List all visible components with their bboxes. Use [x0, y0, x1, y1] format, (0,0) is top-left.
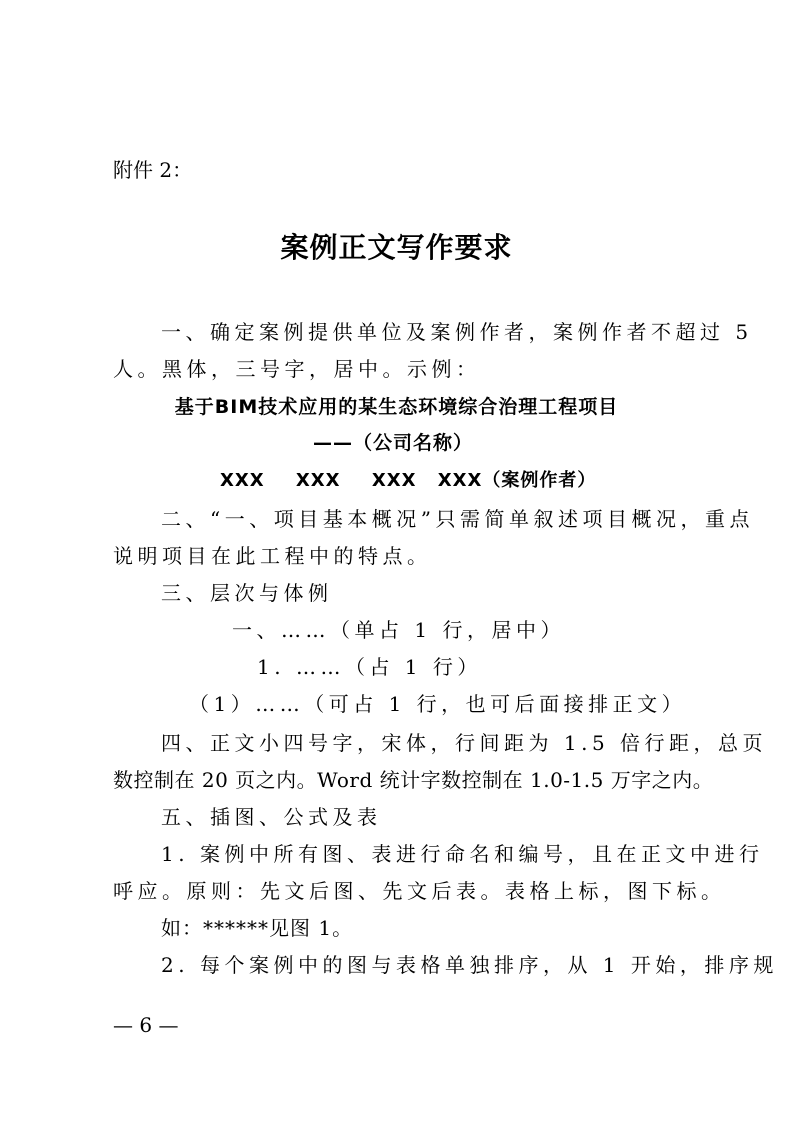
example-author-1: XXX [220, 470, 265, 491]
paragraph-5-example: 如：******见图 1。 [161, 916, 354, 940]
attachment-label: 附件 2： [113, 158, 193, 182]
example-author-3: XXX [371, 470, 417, 491]
paragraph-4-line-2: 数控制在 20 页之内。Word 统计字数控制在 1.0-1.5 万字之内。 [113, 768, 714, 792]
paragraph-4-line-1: 四、正文小四号字，宋体，行间距为 1.5 倍行距，总页 [161, 731, 768, 755]
paragraph-2-line-2: 说明项目在此工程中的特点。 [113, 544, 432, 568]
example-authors [220, 467, 596, 495]
example-author-4: XXX（案例作者） [437, 470, 597, 491]
level-1-example: 一、……（单占 1 行，居中） [232, 618, 565, 642]
example-company-name: ——（公司名称） [313, 432, 474, 454]
paragraph-5-1-line-2: 呼应。原则：先文后图、先文后表。表格上标，图下标。 [113, 879, 726, 903]
paragraph-5-1-line-1: 1. 案例中所有图、表进行命名和编号，且在正文中进行 [161, 842, 764, 866]
level-2-example: 1. ……（占 1 行） [257, 655, 482, 679]
paragraph-5: 五、插图、公式及表 [161, 805, 382, 829]
paragraph-1-line-1: 一、确定案例提供单位及案例作者，案例作者不超过 5 [161, 320, 753, 344]
example-project-title: 基于BIM技术应用的某生态环境综合治理工程项目 [174, 396, 619, 418]
level-3-example: （1）……（可占 1 行，也可后面接排正文） [189, 692, 687, 716]
paragraph-2-line-1: 二、“一、项目基本概况”只需简单叙述项目概况，重点 [161, 507, 754, 531]
example-author-2: XXX [295, 470, 341, 491]
paragraph-1-line-2: 人。黑体，三号字，居中。示例： [113, 357, 481, 381]
page-number: — 6 — [113, 1013, 179, 1037]
paragraph-3: 三、层次与体例 [161, 581, 333, 605]
paragraph-5-2-line-1: 2. 每个案例中的图与表格单独排序，从 1 开始，排序规 [161, 953, 778, 977]
page-title: 案例正文写作要求 [280, 231, 513, 264]
